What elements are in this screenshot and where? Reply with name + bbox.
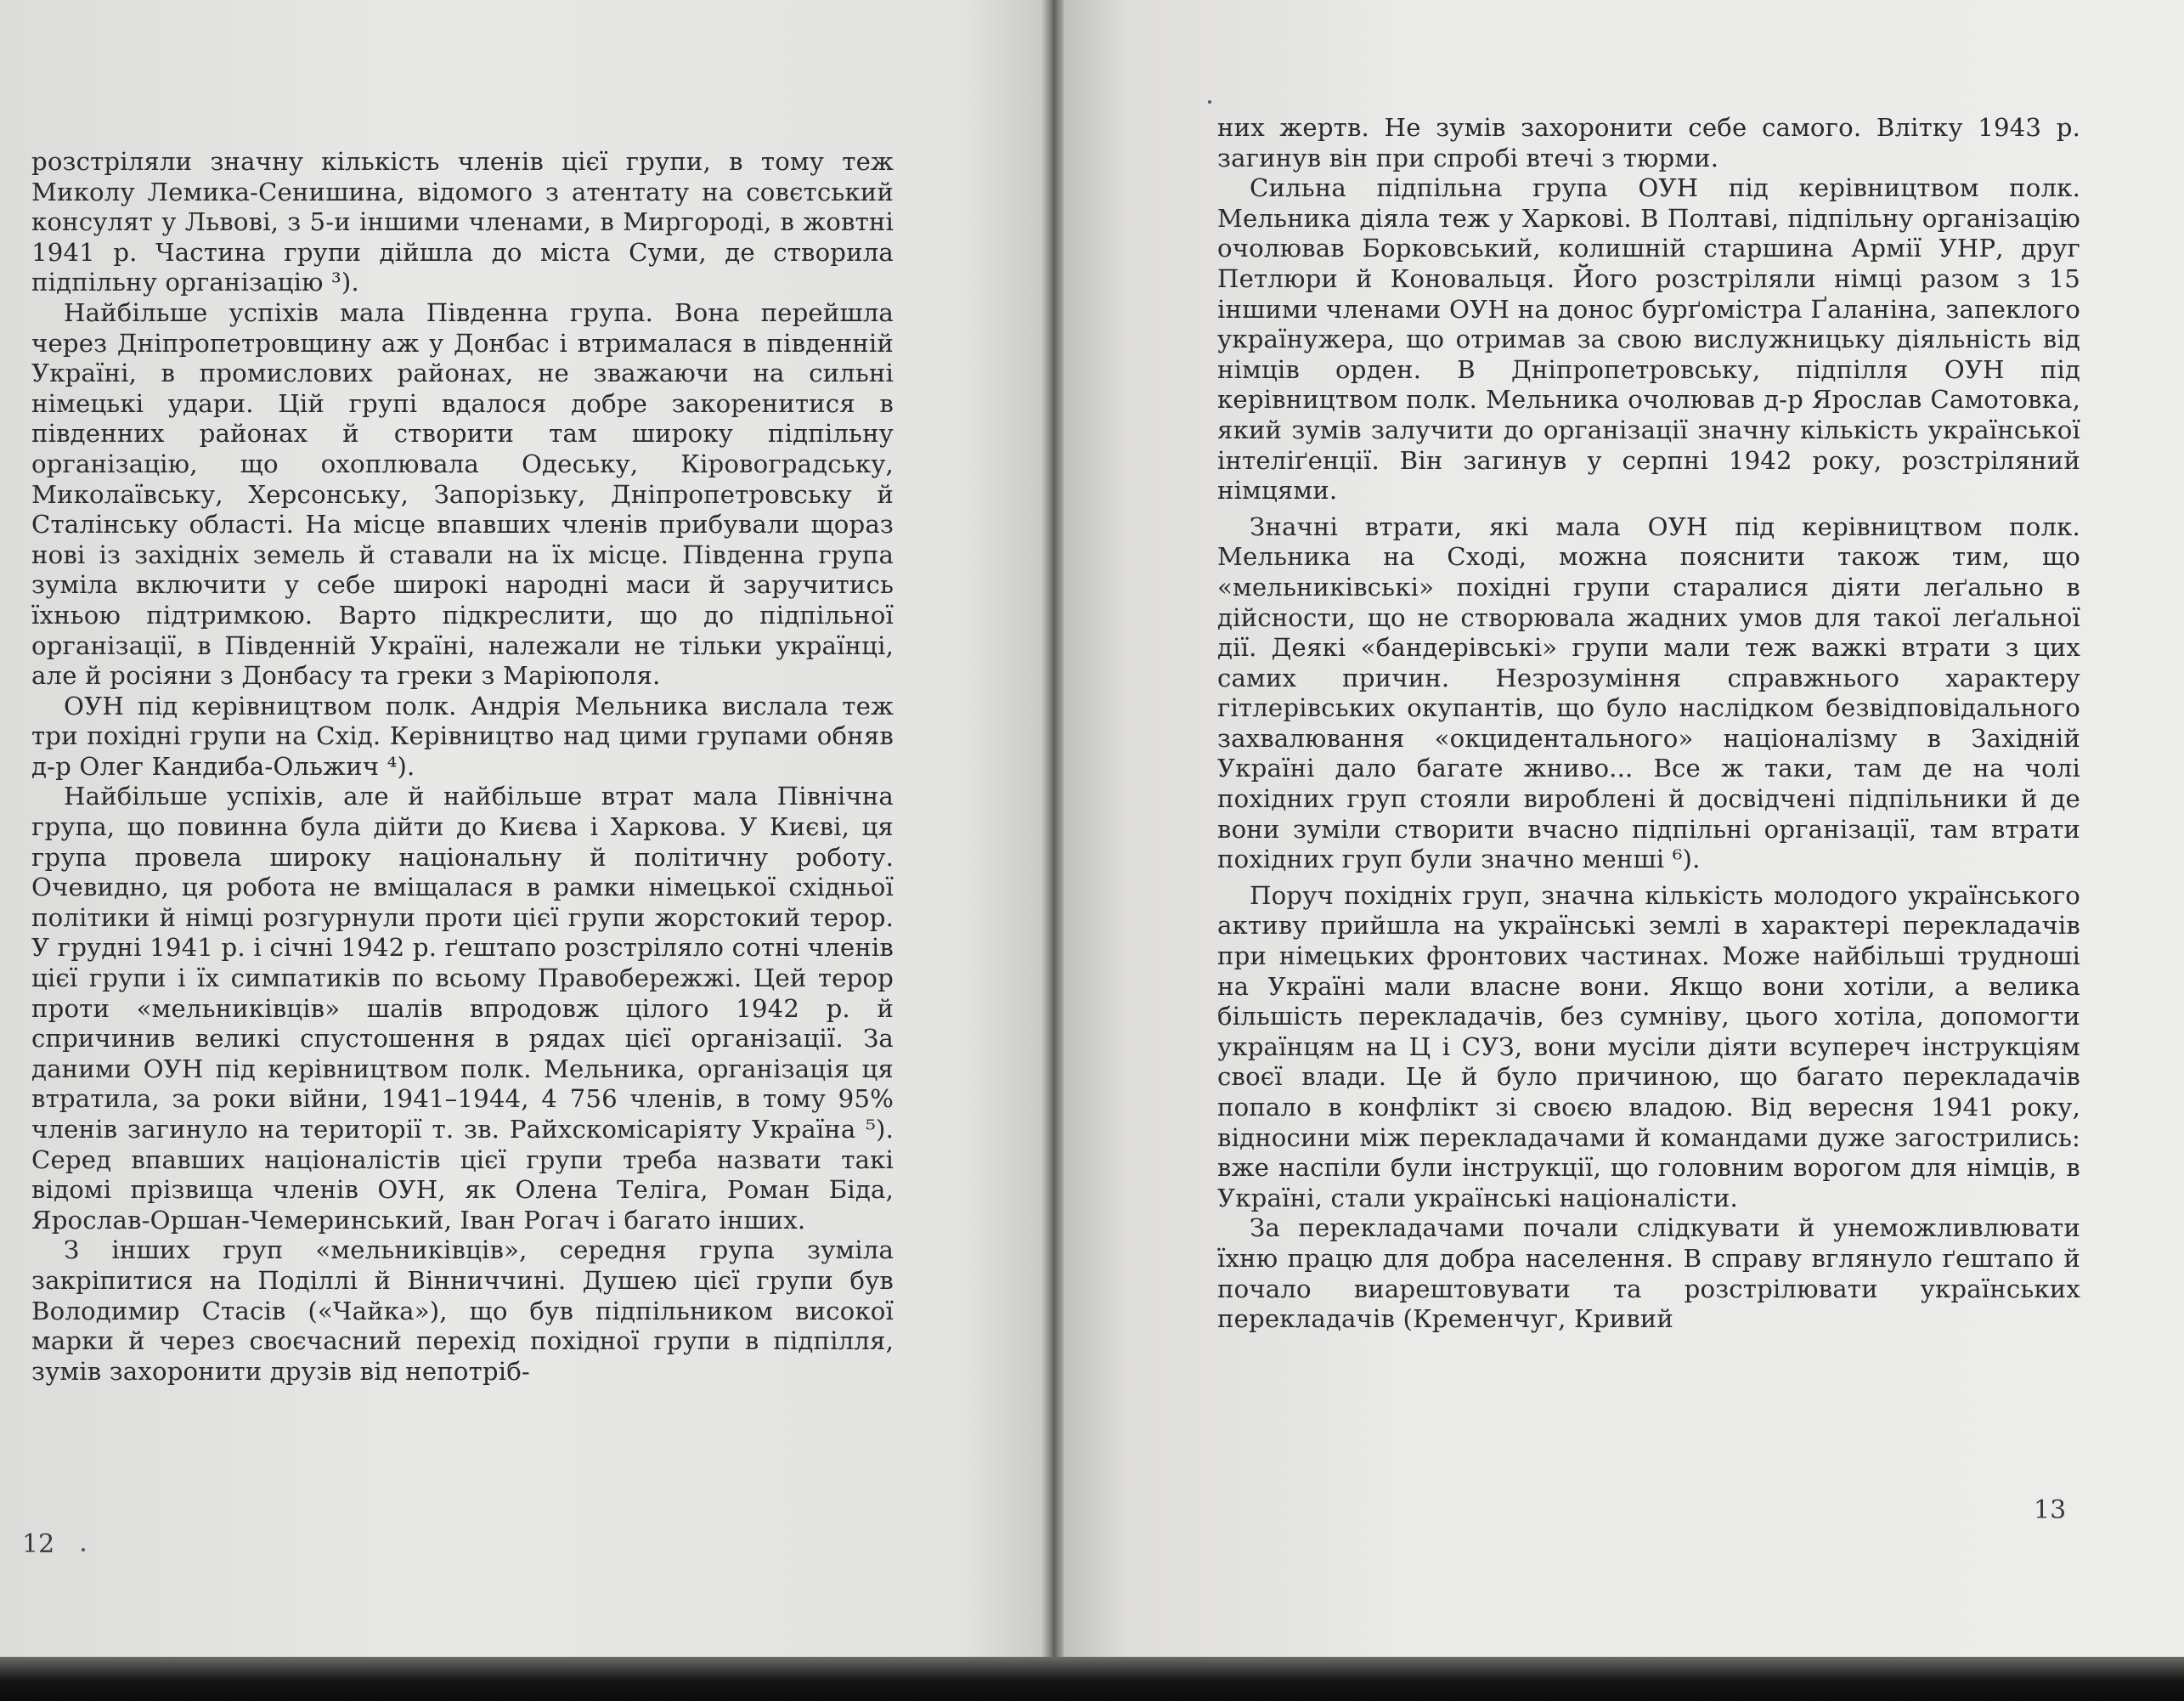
left-page-text (31, 147, 894, 1387)
print-speck (1208, 100, 1211, 104)
right-paragraph-2: Сильна підпільна група ОУН під керівництвом полк. Мельника діяла теж у Харкові. В Полтаві, підпільну організацію очолював Борковський, колишній старшина Армії УНР, друг Петлюри й Коновальця. Його розстріляли німці разом з 15 іншими членами ОУН на донос бурґомістра Ґаланіна, запеклого українужера, що отримав за свою вислужницьку діяльність від німців орден. В Дніпропетровську, підпілля ОУН під керівництвом полк. Мельника очолював д-р Ярослав Самотовка, який зумів залучити до організації значну кількість української інтеліґенції. Він загинув у серпні 1942 року, розстріляний німцями. (1217, 173, 2080, 506)
left-paragraph-1: розстріляли значну кількість членів цієї групи, в тому теж Миколу Лемика-Сенишина, відомого з атентату на совєтський консулят у Львові, з 5-и іншими членами, в Миргороді, в жовтні 1941 р. Частина групи дійшла до міста Суми, де створила підпільну організацію ³). (31, 147, 894, 297)
right-paragraph-3: Значні втрати, які мала ОУН під керівництвом полк. Мельника на Сході, можна пояснити також тим, що «мельниківські» похідні групи старалися діяти леґально в дійсности, що не створювала жадних умов для такої леґальної дії. Деякі «бандерівські» групи мали теж важкі втрати з цих самих причин. Незрозуміння справжнього характеру гітлерівських окупантів, що було наслідком безвідповідального захвалювання «окцидентального» націоналізму в Західній Україні дало багате жниво... Все ж таки, там де на чолі похідних груп стояли вироблені й досвідчені підпільники й де вони зуміли створити вчасно підпільні організації, там втрати похідних груп були значно менші ⁶). (1217, 511, 2080, 874)
right-paragraph-5: За перекладачами почали слідкувати й унеможливлювати їхню працю для добра населення. В справу вглянуло ґештапо й почало виарештовувати та розстрілювати українських перекладачів (Кременчуг, Кривий (1217, 1213, 2080, 1334)
right-page-text (1217, 113, 2080, 1335)
left-paragraph-3: ОУН під керівництвом полк. Андрія Мельника вислала теж три похідні групи на Схід. Керівництво над цими групами обняв д-р Олег Кандиба-Ольжич ⁴). (31, 691, 894, 781)
left-paragraph-5: З інших груп «мельниківців», середня група зуміла закріпитися на Поділлі й Вінниччині. Душею цієї групи був Володимир Стасів («Чайка»), що був підпільником високої марки й через своєчасний перехід похідної групи в підпілля, зумів захоронити друзів від непотріб- (31, 1235, 894, 1386)
right-page-number: 13 (2034, 1495, 2067, 1525)
print-speck (82, 1548, 85, 1551)
scan-bottom-edge (0, 1657, 2184, 1701)
left-page-number: 12 (22, 1529, 55, 1559)
left-paragraph-2: Найбільше успіхів мала Південна група. Вона перейшла через Дніпропетровщину аж у Донбас і втрималася в південній Україні, в промислових районах, не зважаючи на сильні німецькі удари. Цій групі вдалося добре закоренитися в південних районах й створити там широку підпільну організацію, що охоплювала Одеську, Кіровоградську, Миколаївську, Херсонську, Запорізьку, Дніпропетровську й Сталінську області. На місце впавших членів прибували щораз нові із західніх земель й ставали на їх місце. Південна група зуміла включити у себе широкі народні маси й заручитись їхньою підтримкою. Варто підкреслити, що до підпільної організації, в Південній Україні, належали не тільки українці, але й росіяни з Донбасу та греки з Маріюполя. (31, 297, 894, 691)
left-paragraph-4: Найбільше успіхів, але й найбільше втрат мала Північна група, що повинна була дійти до Києва і Харкова. У Києві, ця група провела широку національну й політичну роботу. Очевидно, ця робота не вміщалася в рамки німецької східньої політики й німці розгурнули проти цієї групи жорстокий терор. У грудні 1941 р. і січні 1942 р. ґештапо розстріляло сотні членів цієї групи і їх симпатиків по всьому Правобережжі. Цей терор проти «мельниківців» шалів впродовж цілого 1942 р. й спричинив великі спустошення в рядах цієї організації. За даними ОУН під керівництвом полк. Мельника, організація ця втратила, за роки війни, 1941–1944, 4 756 членів, в тому 95% членів загинуло на території т. зв. Райхскомісаріяту Україна ⁵). Серед впавших націоналістів цієї групи треба назвати такі відомі прізвища членів ОУН, як Олена Теліга, Роман Біда, Ярослав-Оршан-Чемеринський, Іван Рогач і багато інших. (31, 782, 894, 1235)
right-paragraph-1: них жертв. Не зумів захоронити себе самого. Влітку 1943 р. загинув він при спробі втечі з тюрми. (1217, 113, 2080, 172)
right-paragraph-4: Поруч похідніх груп, значна кількість молодого українського активу прийшла на українські землі в характері перекладачів при німецьких фронтових частинах. Може найбільші трудноші на Україні мали власне вони. Якщо вони хотіли, а велика більшість перекладачів, без сумніву, цього хотіла, допомогти українцям на Ц і СУЗ, вони мусіли діяти всупереч інструкціям своєї влади. Це й було причиною, що багато перекладачів попало в конфлікт зі своєю владою. Від вересня 1941 року, відносини між перекладачами й командами дуже загострились: вже наспіли були інструкції, що головним ворогом для німців, в Україні, стали українські націоналісти. (1217, 880, 2080, 1212)
book-gutter (1041, 0, 1064, 1670)
